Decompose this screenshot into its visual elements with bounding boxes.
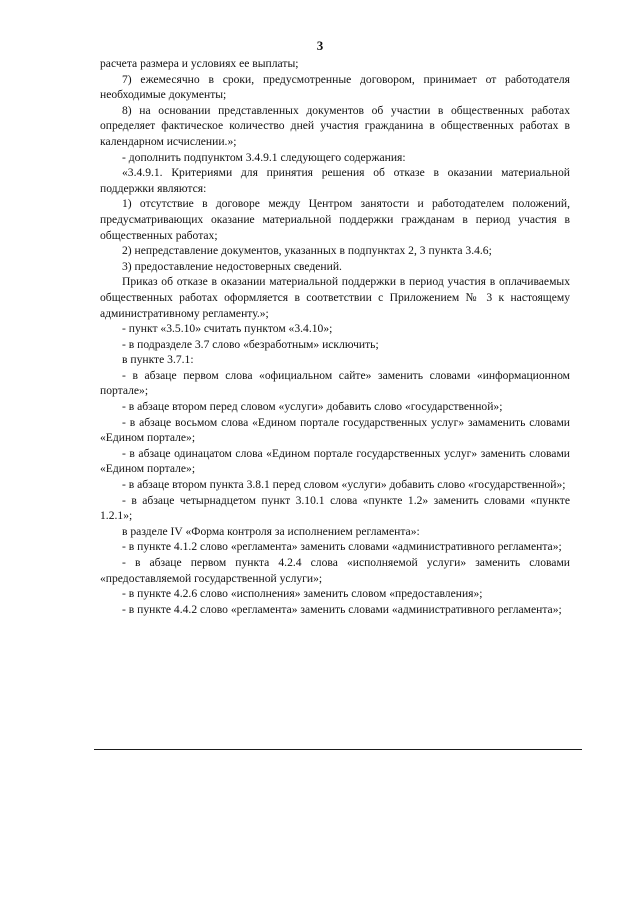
paragraph: 1) отсутствие в договоре между Центром занятости и работодателем положений, предусматривающих оказание материальной поддержки гражданам в период участия в общественных работах; [100, 197, 570, 242]
paragraph: - пункт «3.5.10» считать пунктом «3.4.10»; [122, 322, 333, 336]
paragraph: - в абзаце первом пункта 4.2.4 слова «исполняемой услуги» заменить словами «предоставляемой государственной услуги»; [100, 556, 570, 585]
bottom-divider-line [94, 749, 582, 750]
paragraph: «3.4.9.1. Критериями для принятия решения об отказе в оказании материальной поддержки являются: [100, 166, 570, 195]
paragraph: Приказ об отказе в оказании материальной поддержки в период участия в оплачиваемых общественных работах оформляется в соответствии с Приложением № 3 к настоящему административному регламенту.»; [100, 275, 570, 320]
paragraph: - в пункте 4.4.2 слово «регламента» заменить словами «административного регламента»; [122, 602, 562, 616]
paragraph: - в абзаце втором пункта 3.8.1 перед словом «услуги» добавить слово «государственной»; [122, 478, 566, 492]
paragraph: расчета размера и условиях ее выплаты; [100, 57, 299, 70]
paragraph: в разделе IV «Форма контроля за исполнением регламента»: [122, 524, 420, 538]
document-body [100, 56, 570, 617]
paragraph: - в абзаце одинацатом слова «Едином портале государственных услуг» заменить словами «Едином портале»; [100, 446, 570, 476]
paragraph: - в абзаце первом слова «официальном сайте» заменить словами «информационном портале»; [100, 368, 570, 398]
paragraph: 8) на основании представленных документов об участии в общественных работах определяет фактическое количество дней участия гражданина в общественных работах в календарном исчислении.»; [100, 103, 570, 148]
paragraph: в пункте 3.7.1: [122, 353, 194, 367]
paragraph: - в абзаце восьмом слова «Едином портале государственных услуг» замаменить словами «Едином портале»; [100, 415, 570, 445]
paragraph: 2) непредставление документов, указанных в подпунктах 2, 3 пункта 3.4.6; [122, 244, 492, 258]
paragraph: - в абзаце втором перед словом «услуги» добавить слово «государственной»; [122, 400, 503, 414]
paragraph: 7) ежемесячно в сроки, предусмотренные договором, принимает от работодателя необходимые документы; [100, 72, 570, 102]
paragraph: - в абзаце четырнадцетом пункт 3.10.1 слова «пункте 1.2» заменить словами «пункте 1.2.1»; [100, 493, 570, 523]
paragraph: - в пункте 4.2.6 слово «исполнения» заменить словом «предоставления»; [122, 587, 483, 601]
paragraph: - дополнить подпунктом 3.4.9.1 следующего содержания: [122, 150, 406, 164]
page-number: 3 [316, 38, 324, 53]
paragraph: - в пункте 4.1.2 слово «регламента» заменить словами «административного регламента»; [122, 540, 562, 554]
paragraph: 3) предоставление недостоверных сведений. [122, 259, 342, 273]
paragraph: - в подразделе 3.7 слово «безработным» исключить; [122, 337, 379, 351]
